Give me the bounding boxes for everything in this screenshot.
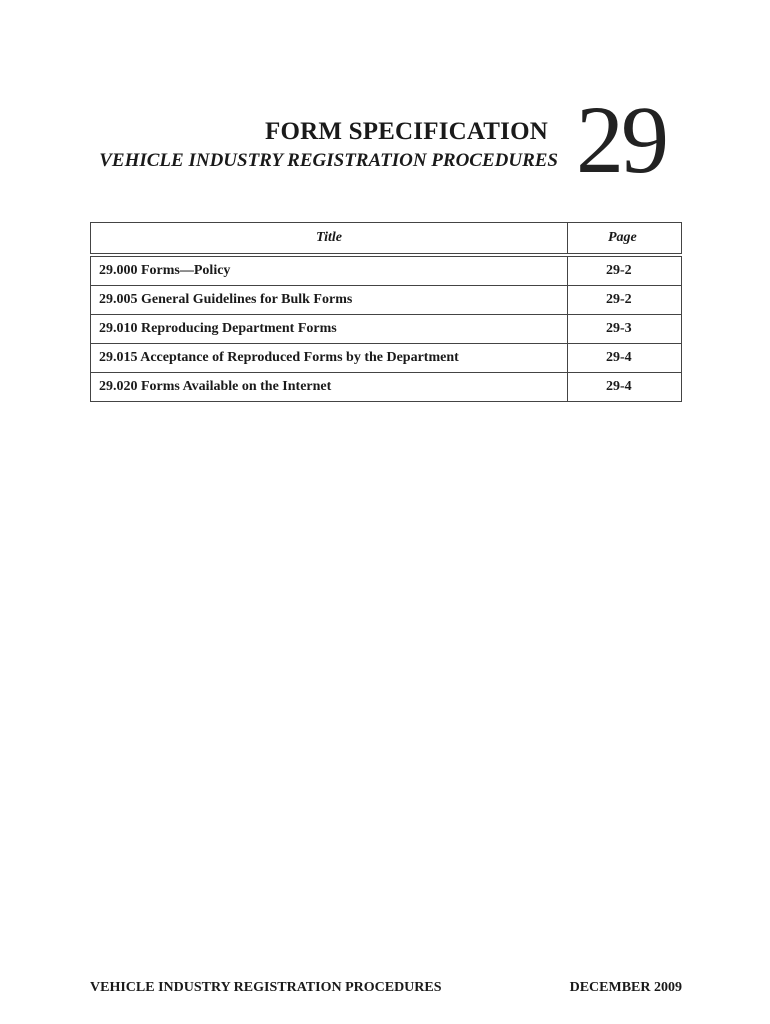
toc-header-row [91,223,682,256]
toc-row-page: 29-2 [568,286,682,315]
page-title: FORM SPECIFICATION [264,118,548,145]
toc-row-title: 29.000 Forms—Policy [91,255,568,286]
toc-row [91,373,682,402]
toc-row-title: 29.005 General Guidelines for Bulk Forms [91,286,568,315]
footer-publication-title: VEHICLE INDUSTRY REGISTRATION PROCEDURES [90,980,442,995]
toc-column-page: Page [568,223,682,256]
toc-row-title: 29.020 Forms Available on the Internet [91,373,568,402]
toc-row [91,315,682,344]
toc-row-title: 29.015 Acceptance of Reproduced Forms by the Department [91,344,568,373]
table-of-contents [90,222,682,402]
toc-row-page: 29-4 [568,344,682,373]
page-header [0,0,770,200]
chapter-number: 29 [576,86,666,193]
toc-row-page: 29-4 [568,373,682,402]
toc-column-title: Title [91,223,568,256]
page-subtitle: VEHICLE INDUSTRY REGISTRATION PROCEDURES [99,150,558,171]
toc-row [91,255,682,286]
toc-row [91,286,682,315]
toc-row-page: 29-3 [568,315,682,344]
toc-row-page: 29-2 [568,255,682,286]
toc-row [91,344,682,373]
footer-date: DECEMBER 2009 [569,980,682,995]
toc-row-title: 29.010 Reproducing Department Forms [91,315,568,344]
